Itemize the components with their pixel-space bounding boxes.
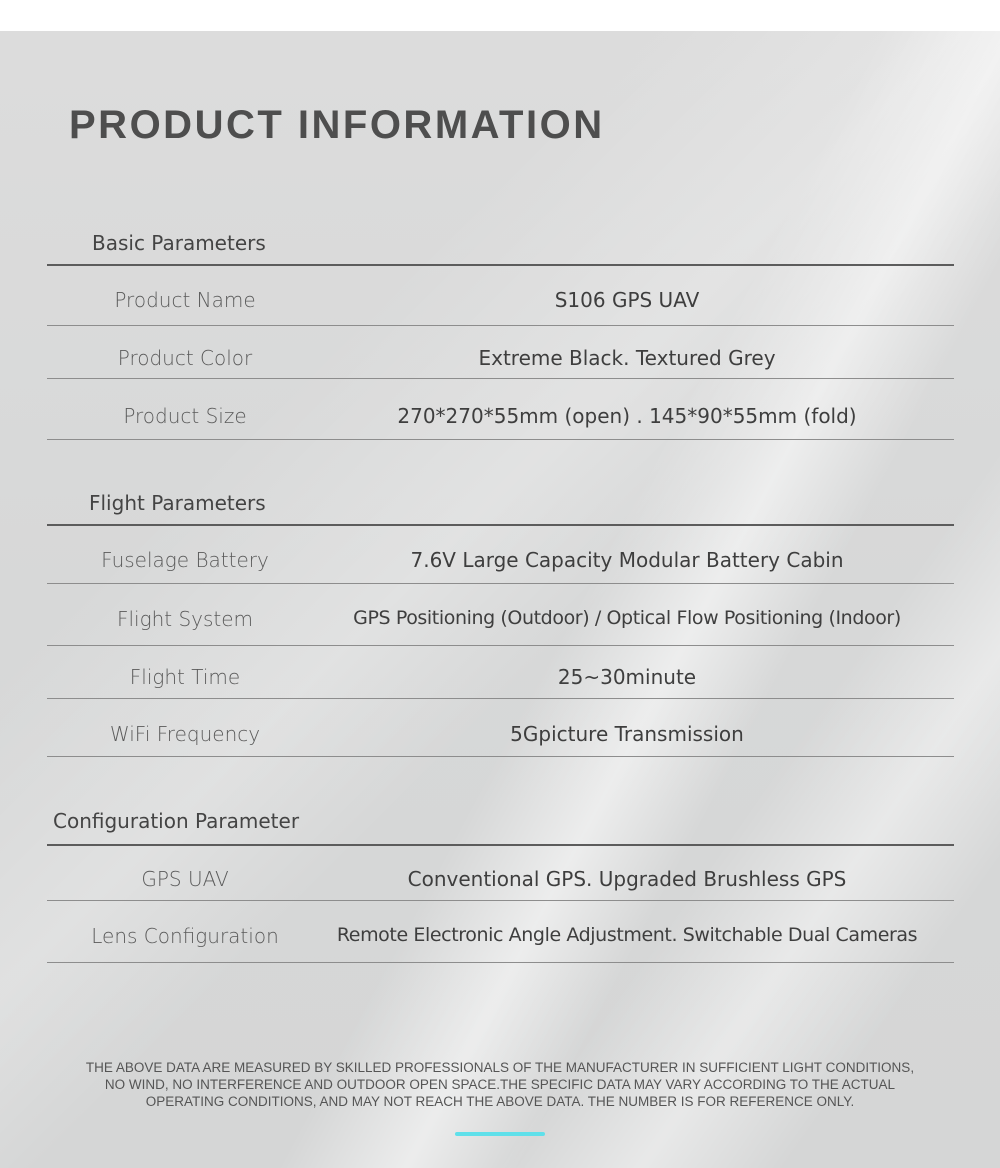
row-label-lens-configuration: Lens Configuration [91,924,279,948]
row-divider [47,645,954,646]
row-value-fuselage-battery: 7.6V Large Capacity Modular Battery Cabin [410,548,844,572]
row-label-product-name: Product Name [114,288,256,312]
product-info-panel [0,31,1000,1168]
row-label-wifi-frequency: WiFi Frequency [109,722,261,746]
row-label-product-color: Product Color [117,346,253,370]
row-value-lens-configuration: Remote Electronic Angle Adjustment. Switchable Dual Cameras [336,924,918,946]
section-divider-basic [47,264,954,266]
section-divider-flight [47,524,954,526]
disclaimer-line-3: OPERATING CONDITIONS, AND MAY NOT REACH THE ABOVE DATA. THE NUMBER IS FOR REFERENCE ONLY. [145,1094,855,1109]
accent-bar [455,1132,545,1136]
disclaimer-line-1: THE ABOVE DATA ARE MEASURED BY SKILLED PROFESSIONALS OF THE MANUFACTURER IN SUFFICIENT LIGHT CONDITIONS, [85,1060,915,1075]
row-label-product-size: Product Size [123,404,247,428]
section-heading-basic: Basic Parameters [92,231,266,255]
section-divider-configuration [47,844,954,846]
row-divider [47,698,954,699]
row-label-gps-uav: GPS UAV [141,867,229,891]
row-value-wifi-frequency: 5Gpicture Transmission [510,722,744,746]
row-value-product-color: Extreme Black. Textured Grey [478,346,776,370]
row-value-product-size: 270*270*55mm (open) . 145*90*55mm (fold) [397,404,857,428]
row-value-gps-uav: Conventional GPS. Upgraded Brushless GPS [407,867,847,891]
row-divider [47,756,954,757]
disclaimer-text [60,1059,940,1110]
row-value-flight-time: 25~30minute [557,665,697,689]
row-divider [47,325,954,326]
row-value-product-name: S106 GPS UAV [554,288,700,312]
page-title: PRODUCT INFORMATION [69,103,605,147]
disclaimer-line-2: NO WIND, NO INTERFERENCE AND OUTDOOR OPEN SPACE.THE SPECIFIC DATA MAY VARY ACCORDING TO THE ACTUAL [104,1077,896,1092]
row-divider [47,962,954,963]
section-heading-configuration: Configuration Parameter [53,809,300,833]
row-value-flight-system: GPS Positioning (Outdoor) / Optical Flow Positioning (Indoor) [353,607,901,629]
row-label-flight-time: Flight Time [129,665,241,689]
row-divider [47,378,954,379]
row-label-fuselage-battery: Fuselage Battery [101,548,269,572]
row-label-flight-system: Flight System [116,607,254,631]
row-divider [47,583,954,584]
section-heading-flight: Flight Parameters [89,491,266,515]
row-divider [47,900,954,901]
row-divider [47,439,954,440]
